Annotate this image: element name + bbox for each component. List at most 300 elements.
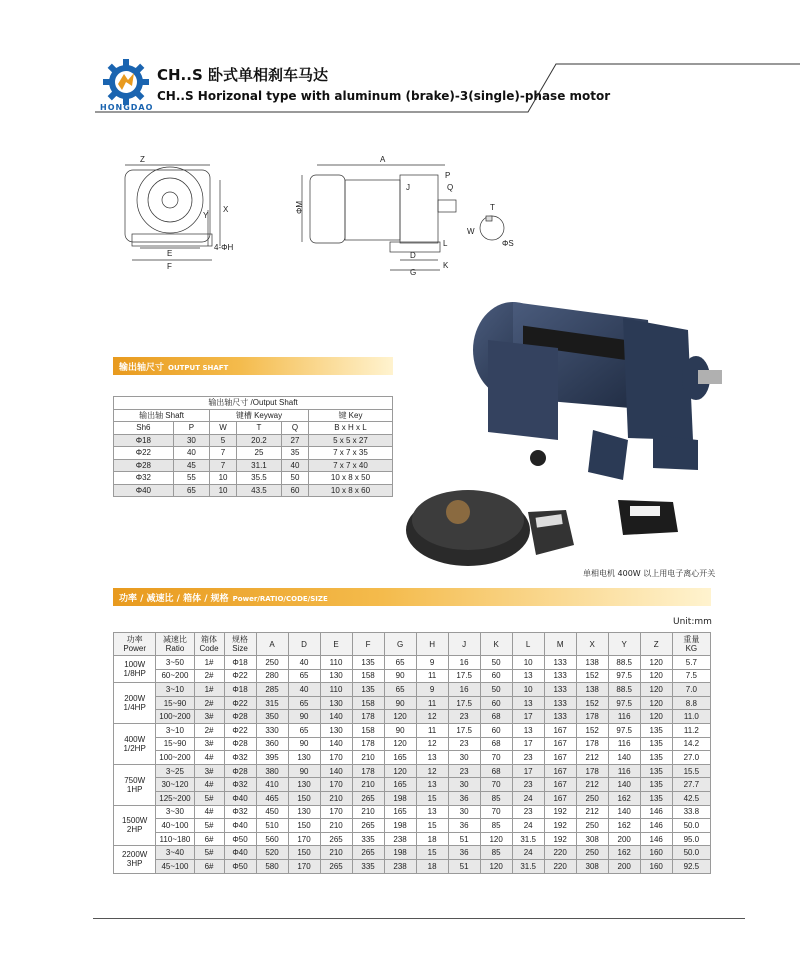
- spec-cell: 165: [384, 751, 416, 765]
- spec-cell: 285: [256, 683, 288, 697]
- spec-cell: 2#: [194, 723, 224, 737]
- spec-cell: 30: [448, 805, 480, 819]
- spec-cell: 178: [576, 737, 608, 751]
- spec-cell: 12: [416, 764, 448, 778]
- spec-col-header-cn: E: [333, 639, 339, 649]
- group-key: 键 Key: [308, 409, 392, 422]
- dim-l: L: [443, 239, 448, 248]
- spec-cell: 110: [320, 656, 352, 670]
- spec-cell: 160: [640, 859, 672, 873]
- spec-cell: 88.5: [608, 656, 640, 670]
- power-watts: 100W: [124, 660, 146, 670]
- col-w: W: [210, 422, 237, 435]
- dim-w: W: [467, 227, 475, 236]
- spec-cell: 120: [640, 696, 672, 710]
- spec-cell: 210: [352, 778, 384, 792]
- spec-cell: 146: [640, 805, 672, 819]
- col-bhl: B x H x L: [308, 422, 392, 435]
- spec-cell: 335: [352, 859, 384, 873]
- spec-col-header-cn: Y: [621, 639, 627, 649]
- spec-col-header-cn: H: [429, 639, 435, 649]
- spec-cell: 360: [256, 737, 288, 751]
- spec-table-row: [114, 751, 711, 765]
- spec-cell: 18: [416, 832, 448, 846]
- shaft-table-cell: 10 x 8 x 60: [308, 484, 392, 497]
- spec-cell: 60~200: [156, 669, 194, 683]
- dim-q: Q: [447, 183, 454, 192]
- spec-cell: 50.0: [672, 846, 710, 860]
- spec-cell: 140: [608, 751, 640, 765]
- dim-f: F: [167, 262, 172, 271]
- shaft-table-cell: 43.5: [236, 484, 281, 497]
- col-sh6: Sh6: [114, 422, 174, 435]
- spec-col-header-en: Power: [123, 644, 147, 653]
- spec-cell: 158: [352, 696, 384, 710]
- spec-cell: Φ28: [224, 710, 256, 724]
- spec-cell: 146: [640, 819, 672, 833]
- spec-cell: 11.0: [672, 710, 710, 724]
- spec-cell: 4#: [194, 778, 224, 792]
- dim-a: A: [380, 155, 386, 164]
- spec-cell: 265: [320, 859, 352, 873]
- spec-cell: 200: [608, 832, 640, 846]
- dim-z: Z: [140, 155, 145, 164]
- spec-cell: 265: [352, 819, 384, 833]
- spec-cell: 36: [448, 819, 480, 833]
- spec-cell: 110~180: [156, 832, 194, 846]
- spec-cell: 198: [384, 791, 416, 805]
- spec-cell: 120: [640, 669, 672, 683]
- spec-cell: 23: [448, 764, 480, 778]
- spec-cell: 10: [512, 683, 544, 697]
- power-cell: [114, 723, 156, 764]
- spec-col-header-cn: M: [556, 639, 564, 649]
- spec-cell: 5#: [194, 819, 224, 833]
- shaft-table-cell: Φ18: [114, 434, 174, 447]
- section-title-en: OUTPUT SHAFT: [168, 364, 229, 372]
- spec-cell: 23: [512, 805, 544, 819]
- spec-cell: 200: [608, 859, 640, 873]
- spec-cell: 250: [576, 846, 608, 860]
- shaft-table-cell: 55: [173, 472, 209, 485]
- spec-cell: 250: [256, 656, 288, 670]
- power-watts: 200W: [124, 694, 146, 704]
- dimension-drawing: [110, 150, 530, 280]
- spec-cell: 15.5: [672, 764, 710, 778]
- spec-cell: 11: [416, 723, 448, 737]
- spec-cell: 88.5: [608, 683, 640, 697]
- spec-table-row: [114, 791, 711, 805]
- spec-cell: 23: [448, 710, 480, 724]
- page-title-cn: CH..S 卧式单相刹车马达: [157, 66, 328, 84]
- footer-rule: [93, 918, 745, 919]
- spec-cell: 130: [320, 696, 352, 710]
- shaft-section-view: [480, 216, 504, 240]
- spec-cell: 3~30: [156, 805, 194, 819]
- shaft-table-cell: Φ40: [114, 484, 174, 497]
- spec-cell: 31.5: [512, 832, 544, 846]
- spec-cell: 13: [512, 723, 544, 737]
- power-watts: 400W: [124, 734, 146, 744]
- spec-cell: 15: [416, 846, 448, 860]
- spec-cell: 65: [288, 723, 320, 737]
- spec-col-header-cn: F: [365, 639, 371, 649]
- spec-cell: 27.7: [672, 778, 710, 792]
- spec-cell: 68: [480, 710, 512, 724]
- spec-cell: 15~90: [156, 737, 194, 751]
- spec-table-row: [114, 819, 711, 833]
- spec-cell: 150: [288, 791, 320, 805]
- spec-cell: 120: [480, 832, 512, 846]
- spec-cell: 65: [384, 656, 416, 670]
- spec-cell: 15: [416, 791, 448, 805]
- shaft-table-cell: 20.2: [236, 434, 281, 447]
- spec-cell: Φ50: [224, 859, 256, 873]
- shaft-table-cell: 45: [173, 459, 209, 472]
- spec-cell: 510: [256, 819, 288, 833]
- spec-cell: 68: [480, 737, 512, 751]
- spec-cell: 13: [416, 805, 448, 819]
- spec-cell: Φ50: [224, 832, 256, 846]
- spec-cell: 9: [416, 683, 448, 697]
- spec-cell: 133: [544, 669, 576, 683]
- power-hp: 1HP: [126, 784, 143, 794]
- spec-cell: 152: [576, 669, 608, 683]
- spec-cell: 60: [480, 723, 512, 737]
- spec-cell: 3~40: [156, 846, 194, 860]
- spec-cell: Φ22: [224, 723, 256, 737]
- spec-cell: 140: [608, 805, 640, 819]
- spec-cell: 7.0: [672, 683, 710, 697]
- spec-cell: 165: [384, 778, 416, 792]
- spec-col-header-cn: J: [462, 639, 467, 649]
- spec-cell: 90: [288, 737, 320, 751]
- spec-col-header-cn: A: [269, 639, 275, 649]
- brand-name: HONGDAO: [100, 103, 154, 112]
- shaft-table-cell: 5: [210, 434, 237, 447]
- dim-y: Y: [203, 211, 209, 220]
- spec-cell: 210: [352, 751, 384, 765]
- page-title-en: CH..S Horizonal type with aluminum (brake)-3(single)-phase motor: [157, 89, 611, 103]
- spec-col-header: [608, 633, 640, 656]
- spec-cell: 3#: [194, 737, 224, 751]
- dim-e: E: [167, 249, 173, 258]
- spec-cell: 11.2: [672, 723, 710, 737]
- spec-cell: Φ40: [224, 819, 256, 833]
- spec-cell: 85: [480, 846, 512, 860]
- spec-cell: 178: [352, 710, 384, 724]
- spec-cell: 24: [512, 791, 544, 805]
- spec-cell: 152: [576, 723, 608, 737]
- spec-col-header-cn: 规格: [232, 635, 248, 644]
- shaft-table-cell: 35: [281, 447, 308, 460]
- col-p: P: [173, 422, 209, 435]
- spec-cell: 68: [480, 764, 512, 778]
- spec-cell: 17.5: [448, 696, 480, 710]
- spec-table-row: [114, 832, 711, 846]
- spec-table-row: [114, 710, 711, 724]
- spec-cell: 150: [288, 846, 320, 860]
- spec-cell: 165: [384, 805, 416, 819]
- power-watts: 750W: [124, 775, 146, 785]
- spec-cell: 15: [416, 819, 448, 833]
- power-cell: [114, 656, 156, 683]
- spec-cell: 138: [576, 656, 608, 670]
- section-title-cn: 输出轴尺寸: [119, 363, 165, 373]
- spec-cell: 162: [608, 819, 640, 833]
- spec-cell: 51: [448, 832, 480, 846]
- spec-col-header: [320, 633, 352, 656]
- spec-cell: 212: [576, 778, 608, 792]
- spec-cell: 135: [640, 791, 672, 805]
- spec-cell: 133: [544, 696, 576, 710]
- spec-cell: 65: [288, 669, 320, 683]
- power-watts: 2200W: [121, 850, 148, 860]
- spec-cell: 50: [480, 683, 512, 697]
- spec-cell: Φ40: [224, 791, 256, 805]
- spec-cell: 162: [608, 846, 640, 860]
- spec-cell: 90: [384, 723, 416, 737]
- spec-cell: Φ18: [224, 683, 256, 697]
- spec-cell: 580: [256, 859, 288, 873]
- spec-cell: 90: [288, 710, 320, 724]
- dim-h: 4-ΦH: [214, 243, 234, 252]
- spec-cell: 60: [480, 669, 512, 683]
- spec-cell: 178: [352, 737, 384, 751]
- spec-cell: 210: [352, 805, 384, 819]
- shaft-table-cell: 5 x 5 x 27: [308, 434, 392, 447]
- spec-table-header: [114, 633, 711, 656]
- spec-cell: 133: [544, 683, 576, 697]
- spec-cell: 95.0: [672, 832, 710, 846]
- spec-cell: 125~200: [156, 791, 194, 805]
- spec-cell: Φ22: [224, 696, 256, 710]
- spec-cell: 97.5: [608, 723, 640, 737]
- spec-col-header-cn: 减速比: [162, 635, 187, 644]
- spec-cell: 120: [640, 710, 672, 724]
- spec-table-row: [114, 778, 711, 792]
- spec-cell: 135: [352, 656, 384, 670]
- spec-cell: 11: [416, 696, 448, 710]
- spec-cell: 192: [544, 819, 576, 833]
- spec-cell: 16: [448, 656, 480, 670]
- spec-cell: 1#: [194, 683, 224, 697]
- spec-cell: 210: [320, 846, 352, 860]
- spec-cell: 30~120: [156, 778, 194, 792]
- spec-table-row: [114, 846, 711, 860]
- spec-cell: 192: [544, 832, 576, 846]
- spec-cell: 167: [544, 723, 576, 737]
- spec-cell: 220: [544, 846, 576, 860]
- spec-col-header-en: Code: [199, 644, 219, 653]
- spec-col-header: [640, 633, 672, 656]
- spec-cell: Φ22: [224, 669, 256, 683]
- spec-cell: 167: [544, 764, 576, 778]
- spec-cell: 33.8: [672, 805, 710, 819]
- spec-cell: 120: [640, 683, 672, 697]
- spec-cell: 90: [384, 696, 416, 710]
- spec-cell: 70: [480, 751, 512, 765]
- spec-cell: 17: [512, 737, 544, 751]
- spec-cell: 465: [256, 791, 288, 805]
- spec-cell: 220: [544, 859, 576, 873]
- spec-cell: 12: [416, 737, 448, 751]
- spec-table-row: [114, 737, 711, 751]
- dim-t: T: [490, 203, 495, 212]
- power-hp: 1/8HP: [123, 669, 146, 679]
- spec-cell: 51: [448, 859, 480, 873]
- spec-cell: 410: [256, 778, 288, 792]
- spec-cell: 60: [480, 696, 512, 710]
- spec-cell: Φ40: [224, 846, 256, 860]
- spec-col-header: [194, 633, 224, 656]
- spec-cell: 192: [544, 805, 576, 819]
- spec-cell: 4#: [194, 751, 224, 765]
- spec-table-row: [114, 656, 711, 670]
- power-hp: 2HP: [126, 825, 143, 835]
- spec-col-header-cn: 箱体: [201, 635, 218, 644]
- spec-cell: 140: [320, 737, 352, 751]
- spec-cell: 116: [608, 764, 640, 778]
- spec-cell: 380: [256, 764, 288, 778]
- spec-col-header: [576, 633, 608, 656]
- spec-cell: 210: [320, 819, 352, 833]
- spec-table-body: [114, 656, 711, 874]
- shaft-table-row: [114, 434, 393, 447]
- spec-cell: 16: [448, 683, 480, 697]
- spec-col-header-en: KG: [685, 644, 698, 653]
- spec-cell: 265: [352, 846, 384, 860]
- shaft-table-cell: 7 x 7 x 35: [308, 447, 392, 460]
- spec-cell: 335: [352, 832, 384, 846]
- spec-cell: 97.5: [608, 669, 640, 683]
- spec-cell: 350: [256, 710, 288, 724]
- spec-table-row: [114, 696, 711, 710]
- spec-cell: 30: [448, 751, 480, 765]
- dim-p: P: [445, 171, 451, 180]
- spec-cell: 1#: [194, 656, 224, 670]
- spec-cell: Φ18: [224, 656, 256, 670]
- shaft-table-cell: 10 x 8 x 50: [308, 472, 392, 485]
- shaft-table-row: [114, 459, 393, 472]
- spec-cell: 130: [288, 805, 320, 819]
- spec-cell: 238: [384, 832, 416, 846]
- spec-cell: 212: [576, 805, 608, 819]
- shaft-table-cell: 31.1: [236, 459, 281, 472]
- spec-cell: 97.5: [608, 696, 640, 710]
- spec-cell: 158: [352, 723, 384, 737]
- spec-cell: 120: [384, 710, 416, 724]
- spec-cell: 130: [320, 669, 352, 683]
- spec-cell: 85: [480, 819, 512, 833]
- spec-col-header-cn: G: [396, 639, 404, 649]
- spec-table-row: [114, 683, 711, 697]
- spec-cell: 158: [352, 669, 384, 683]
- spec-cell: 135: [640, 723, 672, 737]
- spec-cell: 13: [416, 778, 448, 792]
- spec-cell: 315: [256, 696, 288, 710]
- shaft-table-title: 输出轴尺寸 /Output Shaft: [114, 397, 393, 410]
- power-cell: [114, 846, 156, 873]
- spec-cell: 3~25: [156, 764, 194, 778]
- spec-cell: 160: [640, 846, 672, 860]
- dim-k: K: [443, 261, 449, 270]
- spec-col-header: [448, 633, 480, 656]
- power-section-header: [113, 588, 711, 606]
- spec-cell: 8.8: [672, 696, 710, 710]
- group-shaft: 输出轴 Shaft: [114, 409, 210, 422]
- spec-col-header: [672, 633, 710, 656]
- power-hp: 3HP: [126, 859, 143, 869]
- spec-col-header: [156, 633, 194, 656]
- spec-cell: 120: [640, 656, 672, 670]
- shaft-table-body: [114, 434, 393, 497]
- shaft-table-cell: Φ28: [114, 459, 174, 472]
- spec-cell: 308: [576, 859, 608, 873]
- spec-table-row: [114, 805, 711, 819]
- spec-table-row: [114, 764, 711, 778]
- spec-col-header-en: Size: [232, 644, 248, 653]
- group-keyway: 键槽 Keyway: [210, 409, 309, 422]
- spec-cell: 24: [512, 846, 544, 860]
- spec-cell: 42.5: [672, 791, 710, 805]
- spec-cell: 110: [320, 683, 352, 697]
- spec-cell: 167: [544, 737, 576, 751]
- shaft-table-row: [114, 484, 393, 497]
- output-shaft-section-header: [113, 357, 393, 375]
- spec-cell: 130: [288, 751, 320, 765]
- spec-cell: 395: [256, 751, 288, 765]
- shaft-table-cell: 50: [281, 472, 308, 485]
- power-watts: 1500W: [121, 816, 148, 826]
- spec-cell: 133: [544, 710, 576, 724]
- spec-cell: 30: [448, 778, 480, 792]
- shaft-table-cell: 60: [281, 484, 308, 497]
- spec-cell: 65: [384, 683, 416, 697]
- spec-cell: 210: [320, 791, 352, 805]
- spec-cell: 265: [352, 791, 384, 805]
- shaft-table-cell: 10: [210, 484, 237, 497]
- shaft-table-cell: 7: [210, 447, 237, 460]
- spec-cell: 31.5: [512, 859, 544, 873]
- shaft-table-cell: 40: [281, 459, 308, 472]
- dim-d: D: [410, 251, 416, 260]
- spec-cell: 167: [544, 751, 576, 765]
- spec-cell: 167: [544, 791, 576, 805]
- spec-col-header: [384, 633, 416, 656]
- spec-cell: 178: [352, 764, 384, 778]
- spec-cell: 238: [384, 859, 416, 873]
- spec-cell: 120: [384, 737, 416, 751]
- spec-cell: 133: [544, 656, 576, 670]
- spec-cell: 140: [608, 778, 640, 792]
- spec-cell: 450: [256, 805, 288, 819]
- product-caption: 单相电机 400W 以上用电子离心开关: [583, 569, 716, 578]
- spec-cell: 135: [640, 778, 672, 792]
- power-cell: [114, 805, 156, 846]
- shaft-table-cell: 35.5: [236, 472, 281, 485]
- spec-cell: 5#: [194, 791, 224, 805]
- spec-cell: 3~50: [156, 656, 194, 670]
- spec-cell: 120: [480, 859, 512, 873]
- spec-cell: 6#: [194, 859, 224, 873]
- spec-cell: 24: [512, 819, 544, 833]
- spec-cell: 50.0: [672, 819, 710, 833]
- spec-cell: 4#: [194, 805, 224, 819]
- spec-cell: 178: [576, 764, 608, 778]
- spec-cell: 178: [576, 710, 608, 724]
- spec-cell: 170: [320, 751, 352, 765]
